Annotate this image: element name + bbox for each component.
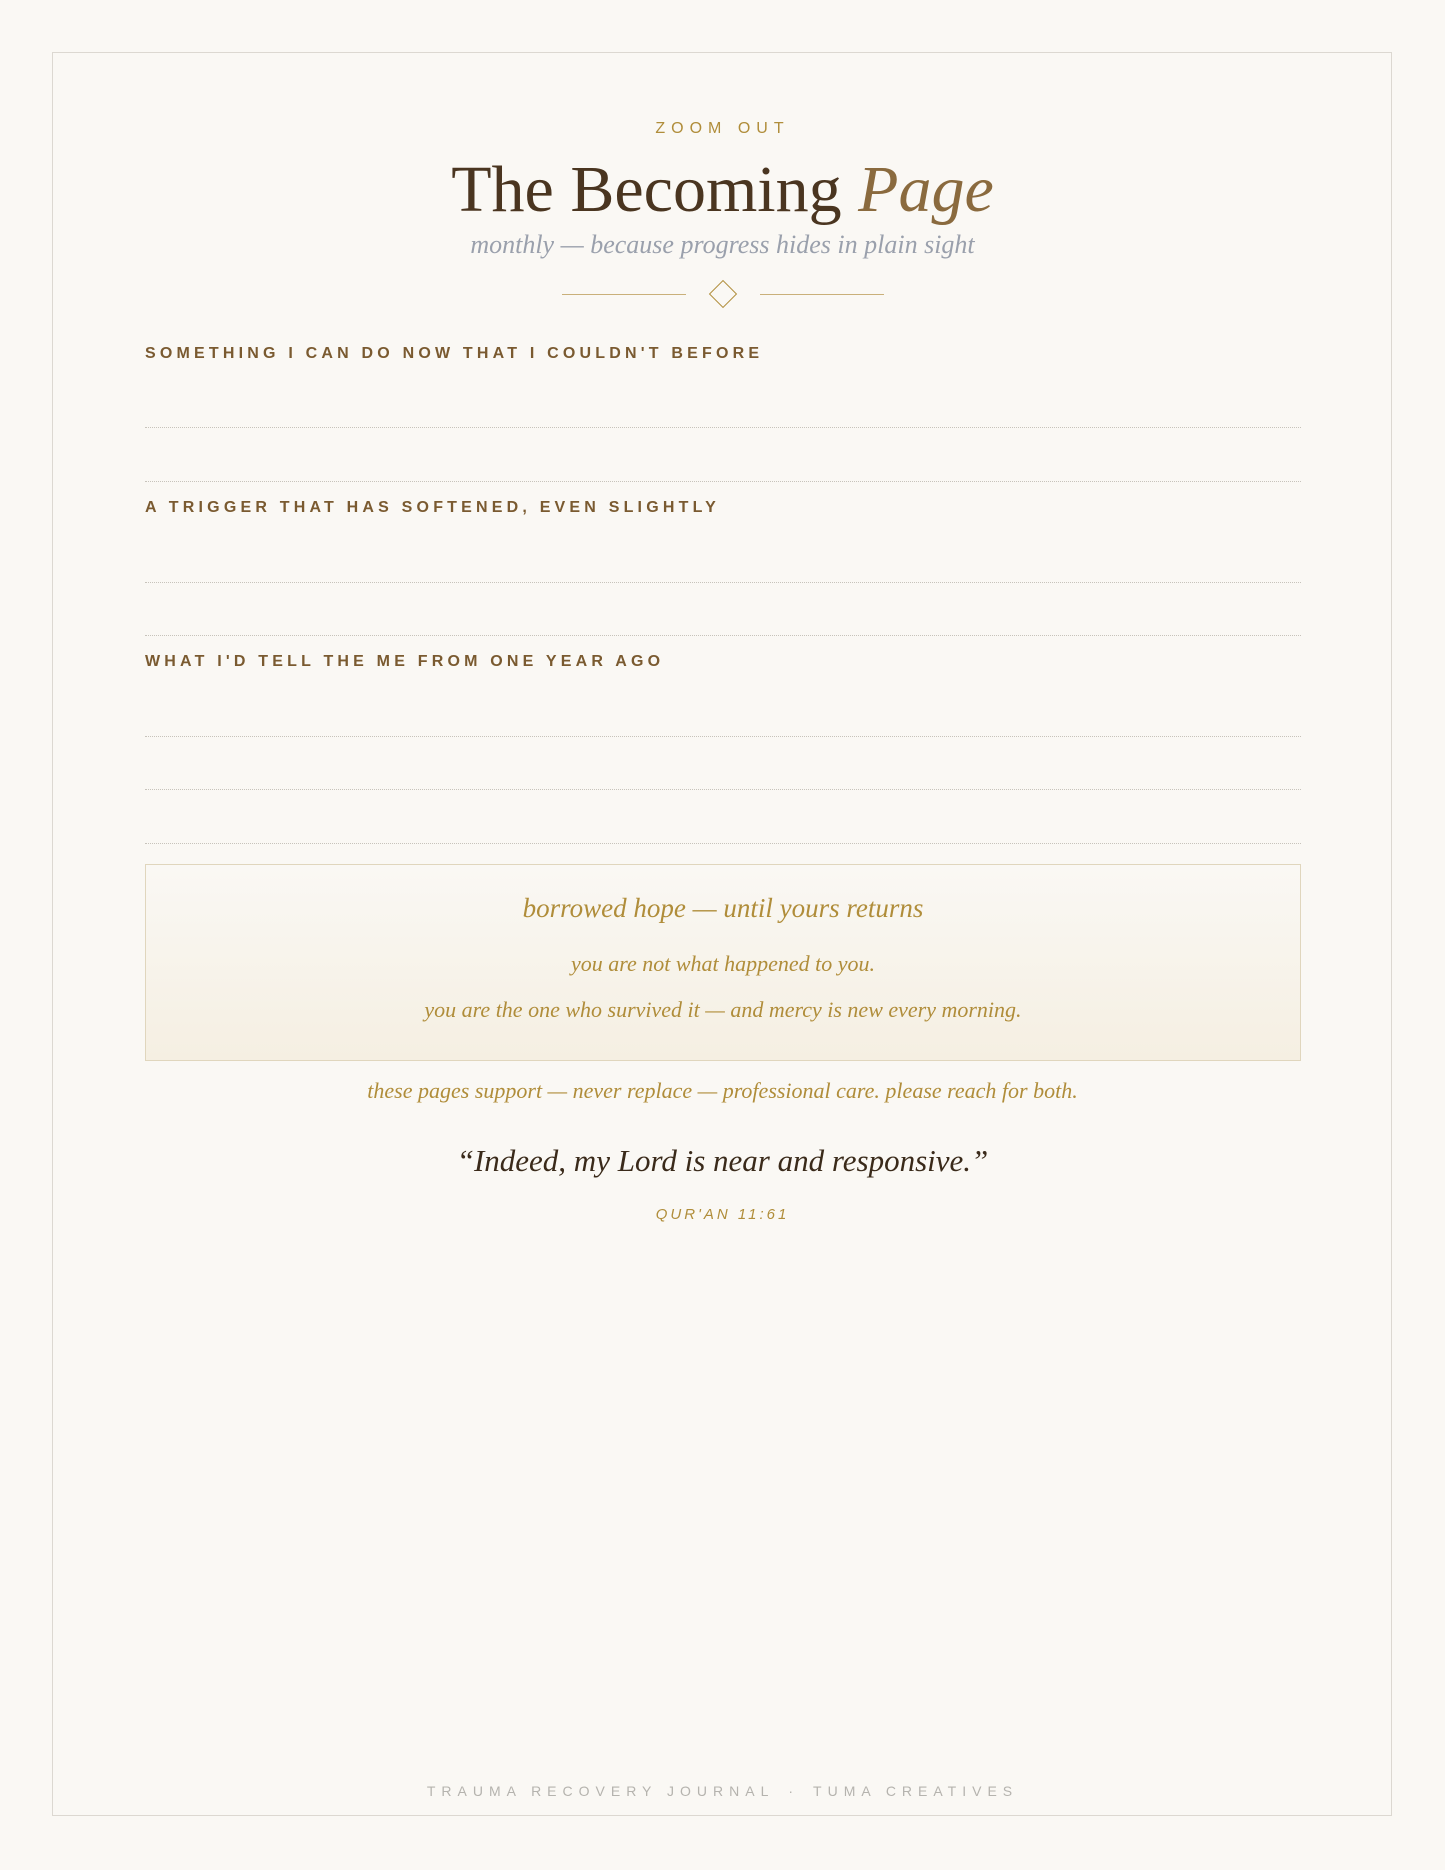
- prompt-label-trigger-softened: A TRIGGER THAT HAS SOFTENED, EVEN SLIGHTLY: [145, 499, 720, 516]
- footer-brand: TUMA CREATIVES: [813, 1783, 1019, 1799]
- footer-journal-name: TRAUMA RECOVERY JOURNAL: [426, 1783, 775, 1799]
- title-accent: Page: [858, 153, 994, 226]
- prompt-label-can-do-now: SOMETHING I CAN DO NOW THAT I COULDN'T BEFORE: [145, 345, 764, 362]
- writing-line[interactable]: [145, 789, 1301, 790]
- borrowed-hope-box: [145, 864, 1301, 1061]
- verse-quote: “Indeed, my Lord is near and responsive.”: [456, 1143, 989, 1178]
- prompt-label-year-ago: WHAT I'D TELL THE ME FROM ONE YEAR AGO: [145, 653, 665, 670]
- writing-line[interactable]: [145, 582, 1301, 583]
- footer-separator: ·: [788, 1783, 800, 1799]
- page-footer: [0, 1783, 1445, 1799]
- page-title: [0, 150, 1445, 230]
- verse-citation: QUR'AN 11:61: [655, 1206, 790, 1223]
- divider-ornament: [562, 280, 884, 310]
- page-subtitle: monthly — because progress hides in plain sight: [470, 230, 975, 259]
- writing-line[interactable]: [145, 635, 1301, 636]
- eyebrow-label: ZOOM OUT: [655, 120, 790, 137]
- writing-line[interactable]: [145, 427, 1301, 428]
- care-disclaimer: these pages support — never replace — professional care. please reach for both.: [367, 1078, 1078, 1103]
- ornament-line-right: [760, 294, 884, 295]
- hope-line-1: you are not what happened to you.: [570, 951, 876, 976]
- hope-line-2: you are the one who survived it — and mercy is new every morning.: [424, 997, 1022, 1022]
- writing-line[interactable]: [145, 736, 1301, 737]
- writing-line[interactable]: [145, 481, 1301, 482]
- ornament-line-left: [562, 294, 686, 295]
- hope-title: borrowed hope — until yours returns: [522, 893, 924, 923]
- diamond-icon: [709, 280, 737, 308]
- writing-line[interactable]: [145, 843, 1301, 844]
- title-main: The Becoming: [451, 153, 842, 226]
